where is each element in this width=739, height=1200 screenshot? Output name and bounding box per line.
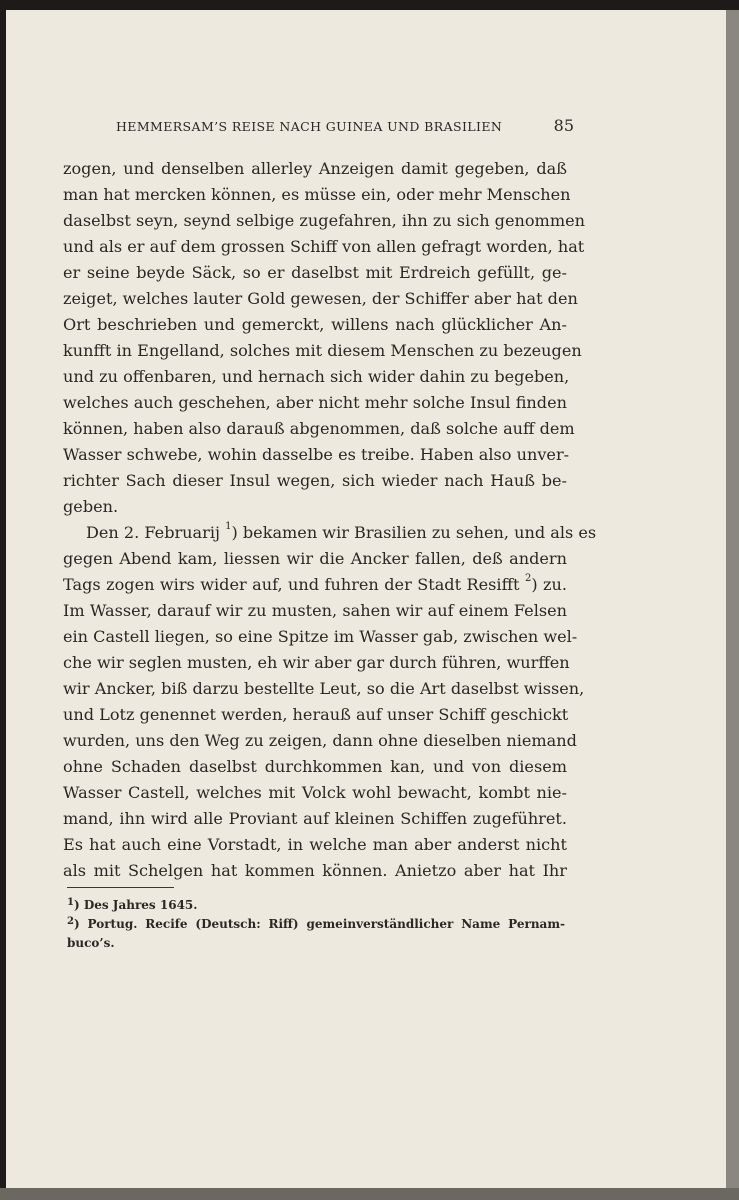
text-line: man hat mercken können, es müsse ein, oder mehr Menschen: [63, 185, 571, 204]
body-text: [63, 156, 597, 884]
text-line: Wasser schwebe, wohin dasselbe es treibe. Haben also unver-: [63, 445, 570, 464]
running-title: HEMMERSAM’S REISE NACH GUINEA UND BRASILIEN: [116, 119, 503, 134]
footnote-2: $^2$) Portug. Recife (Deutsch: Riff) gemeinverständlicher Name Pernam-: [67, 916, 565, 931]
text-line: wurden, uns den Weg zu zeigen, dann ohne dieselben niemand: [63, 731, 577, 750]
text-line: als mit Schelgen hat kommen können. Anietzo aber hat Ihr: [63, 861, 567, 880]
footnote-divider: [67, 887, 174, 888]
text-line: er seine beyde Säck, so er daselbst mit Erdreich gefüllt, ge-: [63, 263, 567, 282]
text-line: und zu offenbaren, und hernach sich wider dahin zu begeben,: [63, 367, 570, 386]
text-line: Es hat auch eine Vorstadt, in welche man aber anderst nicht: [63, 835, 567, 854]
text-line: können, haben also darauß abgenommen, daß solche auff dem: [63, 419, 575, 438]
book-page: [6, 10, 726, 1188]
text-line: Ort beschrieben und gemerckt, willens nach glücklicher An-: [63, 315, 567, 334]
text-line: mand, ihn wird alle Proviant auf kleinen Schiffen zugeführet.: [63, 809, 567, 828]
footnote-ref: 1: [225, 521, 232, 532]
text-line: richter Sach dieser Insul wegen, sich wieder nach Hauß be-: [63, 471, 567, 490]
text-line: Wasser Castell, welches mit Volck wohl bewacht, kombt nie-: [63, 783, 567, 802]
page-edge-bottom: [0, 1188, 739, 1200]
footnotes: [67, 896, 565, 953]
text-line: ein Castell liegen, so eine Spitze im Wasser gab, zwischen wel-: [63, 627, 578, 646]
page-edge-shadow: [726, 10, 739, 1200]
page-number: 85: [553, 116, 574, 135]
text-line: und Lotz genennet werden, herauß auf unser Schiff geschickt: [63, 705, 569, 724]
text-line: zogen, und denselben allerley Anzeigen damit gegeben, daß: [63, 159, 567, 178]
text-line: Den 2. Februarij $^1$) bekamen wir Brasilien zu sehen, und als es: [86, 521, 597, 542]
text-line: che wir seglen musten, eh wir aber gar durch führen, wurffen: [63, 653, 570, 672]
text-line: daselbst seyn, seynd selbige zugefahren, ihn zu sich genommen: [63, 211, 585, 230]
text-line: kunfft in Engelland, solches mit diesem Menschen zu bezeugen: [63, 341, 582, 360]
text-line: und als er auf dem grossen Schiff von allen gefragt worden, hat: [63, 237, 585, 256]
text-line: zeiget, welches lauter Gold gewesen, der Schiffer aber hat den: [63, 289, 578, 308]
text-line: ohne Schaden daselbst durchkommen kan, und von diesem: [63, 757, 567, 776]
text-line: geben.: [63, 497, 119, 516]
text-line: wir Ancker, biß darzu bestellte Leut, so die Art daselbst wissen,: [63, 679, 585, 698]
footnote-ref: 2: [524, 573, 532, 584]
footnote-1: $^1$) Des Jahres 1645.: [67, 897, 198, 912]
footnote-2-continued: buco’s.: [67, 936, 115, 950]
text-line: gegen Abend kam, liessen wir die Ancker fallen, deß andern: [63, 549, 567, 568]
text-line: welches auch geschehen, aber nicht mehr solche Insul finden: [63, 393, 567, 412]
text-line: Im Wasser, darauf wir zu musten, sahen wir auf einem Felsen: [63, 601, 567, 620]
running-header: [116, 116, 574, 135]
text-line: Tags zogen wirs wider auf, und fuhren der Stadt Resifft $^2$) zu.: [63, 573, 568, 594]
